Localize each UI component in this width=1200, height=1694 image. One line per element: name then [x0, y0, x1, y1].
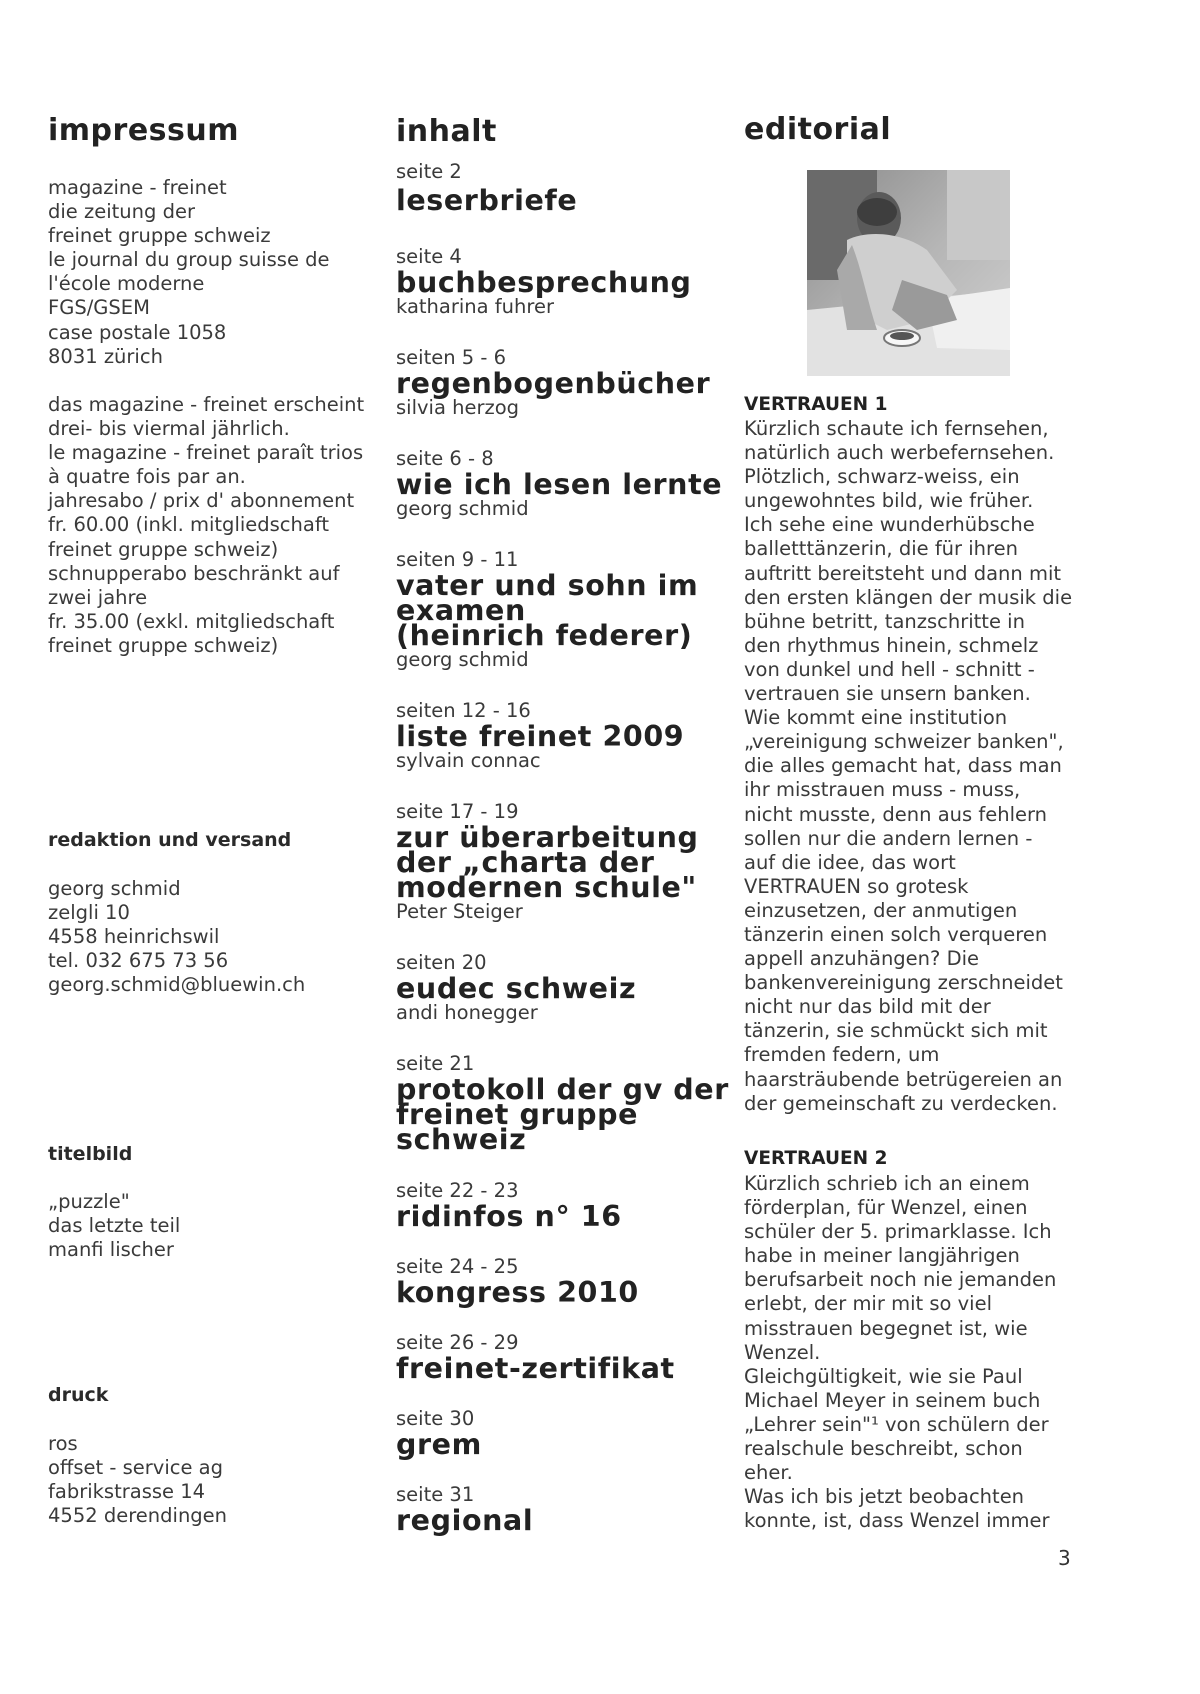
- editorial-line: auf die idee, das wort: [744, 850, 956, 874]
- toc-title: eudec schweiz: [396, 972, 637, 1005]
- info-line: jahresabo / prix d' abonnement: [48, 489, 355, 513]
- toc-entry[interactable]: [396, 1179, 726, 1233]
- impressum-address: [48, 176, 330, 369]
- toc-title: (heinrich federer): [396, 619, 693, 652]
- titelbild-line: manfi lischer: [48, 1238, 174, 1262]
- address-line: magazine - freinet: [48, 176, 227, 199]
- toc-entry[interactable]: [396, 1407, 726, 1461]
- editorial-line: förderplan, für Wenzel, einen: [744, 1196, 1028, 1220]
- toc-author: andi honegger: [396, 1001, 538, 1024]
- toc-page: seite 4: [396, 245, 462, 268]
- toc-author: katharina fuhrer: [396, 295, 554, 318]
- address-line: le journal du group suisse de: [48, 248, 330, 272]
- editorial-line: Kürzlich schrieb ich an einem: [744, 1172, 1030, 1195]
- toc-author: silvia herzog: [396, 396, 520, 419]
- toc-page: seite 22 - 23: [396, 1179, 519, 1202]
- editorial-line: bankenvereinigung zerschneidet: [744, 971, 1063, 995]
- toc-title: regenbogenbücher: [396, 367, 711, 400]
- toc-entry[interactable]: [396, 246, 726, 319]
- editorial-line: nicht musste, denn aus fehlern: [744, 802, 1048, 826]
- redaktion-line: zelgli 10: [48, 901, 130, 925]
- info-line: zwei jahre: [48, 585, 148, 609]
- toc-page: seite 31: [396, 1483, 475, 1506]
- info-line: fr. 35.00 (exkl. mitgliedschaft: [48, 609, 335, 633]
- toc-page: seiten 12 - 16: [396, 699, 531, 722]
- redaktion-line: georg schmid: [48, 877, 181, 900]
- toc-page: seite 2: [396, 160, 462, 183]
- editorial-line: von dunkel und hell - schnitt -: [744, 657, 1035, 681]
- impressum-info: [48, 393, 364, 658]
- toc-entry[interactable]: [396, 448, 726, 521]
- address-line: die zeitung der: [48, 200, 195, 224]
- toc-title: examen: [396, 594, 526, 627]
- toc-entry[interactable]: [396, 1483, 726, 1537]
- toc-title: schweiz: [396, 1123, 527, 1156]
- section1-text: [744, 417, 1072, 1116]
- toc-author: sylvain connac: [396, 749, 541, 772]
- druck-line: fabrikstrasse 14: [48, 1480, 206, 1504]
- toc-title: ridinfos n° 16: [396, 1200, 622, 1233]
- section1-heading: VERTRAUEN 1: [744, 394, 888, 415]
- toc-title: protokoll der gv der: [396, 1073, 729, 1106]
- redaktion-email[interactable]: georg.schmid@bluewin.ch: [48, 973, 306, 997]
- editorial-line: eher.: [744, 1461, 793, 1485]
- editorial-line: realschule beschreibt, schon: [744, 1437, 1023, 1461]
- titelbild-line: das letzte teil: [48, 1214, 181, 1238]
- info-line: à quatre fois par an.: [48, 465, 246, 489]
- info-line: fr. 60.00 (inkl. mitgliedschaft: [48, 513, 330, 537]
- impressum-heading: impressum: [48, 113, 239, 148]
- toc-title: leserbriefe: [396, 184, 578, 217]
- toc-author: Peter Steiger: [396, 900, 523, 923]
- toc-entry[interactable]: [396, 549, 726, 672]
- druck-line: ros: [48, 1432, 78, 1455]
- toc-page: seite 24 - 25: [396, 1255, 519, 1278]
- redaktion-address: [48, 877, 305, 997]
- editorial-line: nicht nur das bild mit der: [744, 995, 991, 1019]
- editorial-line: Kürzlich schaute ich fernsehen,: [744, 417, 1049, 440]
- address-line: l'école moderne: [48, 272, 205, 296]
- toc-page: seiten 20: [396, 951, 487, 974]
- toc-title: modernen schule": [396, 871, 697, 904]
- titelbild-label: titelbild: [48, 1143, 133, 1165]
- editorial-line: den rhythmus hinein, schmelz: [744, 633, 1039, 657]
- editorial-line: die alles gemacht hat, dass man: [744, 754, 1062, 778]
- toc-title: buchbesprechung: [396, 266, 692, 299]
- druck-label: druck: [48, 1384, 109, 1406]
- toc-page: seite 30: [396, 1407, 475, 1430]
- section2-text: [744, 1172, 1056, 1533]
- toc-title: freinet gruppe: [396, 1098, 638, 1131]
- toc-page: seiten 9 - 11: [396, 548, 519, 571]
- toc-title: zur überarbeitung: [396, 821, 699, 854]
- toc-entry[interactable]: [396, 1052, 729, 1156]
- editorial-line: fremden federn, um: [744, 1043, 940, 1067]
- toc-entry[interactable]: [396, 801, 726, 924]
- editorial-line: Plötzlich, schwarz-weiss, ein: [744, 465, 1020, 489]
- redaktion-line: tel. 032 675 73 56: [48, 949, 229, 973]
- redaktion-label: redaktion und versand: [48, 829, 292, 851]
- toc-page: seite 6 - 8: [396, 447, 494, 470]
- toc-title: der „charta der: [396, 846, 655, 879]
- druck-line: 4552 derendingen: [48, 1504, 228, 1528]
- toc-entry[interactable]: [396, 952, 726, 1025]
- info-line: le magazine - freinet paraît trios: [48, 441, 364, 465]
- editorial-photo: [807, 170, 1010, 376]
- address-line: freinet gruppe schweiz: [48, 224, 271, 248]
- toc-title: liste freinet 2009: [396, 720, 685, 753]
- address-line: FGS/GSEM: [48, 296, 150, 320]
- toc-author: georg schmid: [396, 648, 529, 671]
- editorial-line: „Lehrer sein"¹ von schülern der: [744, 1412, 1049, 1436]
- editorial-line: tänzerin einen solch verqueren: [744, 922, 1048, 946]
- editorial-line: der gemeinschaft zu verdecken.: [744, 1091, 1058, 1115]
- toc-entry[interactable]: [396, 1331, 726, 1385]
- editorial-line: auftritt bereitsteht und dann mit: [744, 561, 1062, 585]
- redaktion-line: 4558 heinrichswil: [48, 925, 220, 949]
- druck-info: [48, 1432, 227, 1528]
- address-line: case postale 1058: [48, 320, 227, 344]
- address-line: 8031 zürich: [48, 344, 163, 368]
- toc-title: freinet-zertifikat: [396, 1352, 675, 1385]
- editorial-line: appell anzuhängen? Die: [744, 947, 980, 971]
- photo-image: [807, 170, 1010, 376]
- toc-entry[interactable]: [396, 1255, 726, 1309]
- editorial-line: Gleichgültigkeit, wie sie Paul: [744, 1364, 1023, 1388]
- editorial-line: VERTRAUEN so grotesk: [744, 874, 969, 898]
- toc-page: seite 21: [396, 1052, 475, 1075]
- editorial-line: Ich sehe eine wunderhübsche: [744, 513, 1035, 537]
- toc-title: wie ich lesen lernte: [396, 468, 723, 501]
- toc-entry[interactable]: [396, 160, 726, 217]
- toc-title: grem: [396, 1428, 482, 1461]
- editorial-line: misstrauen begegnet ist, wie: [744, 1316, 1028, 1340]
- editorial-line: Wenzel.: [744, 1340, 821, 1364]
- section2-heading: VERTRAUEN 2: [744, 1148, 888, 1169]
- editorial-line: bühne betritt, tanzschritte in: [744, 609, 1025, 633]
- editorial-line: ungewohntes bild, wie früher.: [744, 489, 1034, 513]
- editorial-line: konnte, ist, dass Wenzel immer: [744, 1509, 1050, 1533]
- editorial-line: einzusetzen, der anmutigen: [744, 898, 1018, 922]
- inhalt-heading: inhalt: [396, 114, 497, 149]
- editorial-line: haarsträubende betrügereien an: [744, 1067, 1063, 1091]
- info-line: drei- bis viermal jährlich.: [48, 417, 290, 441]
- editorial-line: schüler der 5. primarklasse. Ich: [744, 1220, 1052, 1244]
- info-line: das magazine - freinet erscheint: [48, 393, 365, 416]
- toc-page: seite 17 - 19: [396, 800, 519, 823]
- page-number: 3: [1058, 1546, 1071, 1570]
- editorial-line: sollen nur die andern lernen -: [744, 826, 1033, 850]
- editorial-line: ihr misstrauen muss - muss,: [744, 778, 1021, 802]
- toc-author: georg schmid: [396, 497, 529, 520]
- titelbild-line: „puzzle": [48, 1190, 130, 1213]
- toc-title: vater und sohn im: [396, 569, 699, 602]
- editorial-line: Wie kommt eine institution: [744, 706, 1008, 730]
- editorial-line: den ersten klängen der musik die: [744, 585, 1073, 609]
- editorial-heading: editorial: [744, 112, 892, 147]
- toc-page: seite 26 - 29: [396, 1331, 519, 1354]
- info-line: schnupperabo beschränkt auf: [48, 561, 340, 585]
- druck-line: offset - service ag: [48, 1456, 223, 1480]
- info-line: freinet gruppe schweiz): [48, 537, 279, 561]
- editorial-line: Michael Meyer in seinem buch: [744, 1388, 1041, 1412]
- titelbild-info: [48, 1190, 180, 1262]
- editorial-line: berufsarbeit noch nie jemanden: [744, 1268, 1057, 1292]
- toc-entry[interactable]: [396, 700, 726, 773]
- editorial-line: balletttänzerin, die für ihren: [744, 537, 1018, 561]
- editorial-line: habe in meiner langjährigen: [744, 1244, 1020, 1268]
- toc-title: regional: [396, 1504, 534, 1537]
- info-line: freinet gruppe schweiz): [48, 633, 279, 657]
- editorial-line: „vereinigung schweizer banken",: [744, 730, 1064, 754]
- toc-entry[interactable]: [396, 347, 726, 420]
- toc-page: seiten 5 - 6: [396, 346, 507, 369]
- editorial-line: natürlich auch werbefernsehen.: [744, 441, 1055, 465]
- editorial-line: vertrauen sie unsern banken.: [744, 682, 1031, 706]
- editorial-line: erlebt, der mir mit so viel: [744, 1292, 992, 1316]
- editorial-line: Was ich bis jetzt beobachten: [744, 1485, 1025, 1509]
- editorial-line: tänzerin, sie schmückt sich mit: [744, 1019, 1048, 1043]
- toc-title: kongress 2010: [396, 1276, 639, 1309]
